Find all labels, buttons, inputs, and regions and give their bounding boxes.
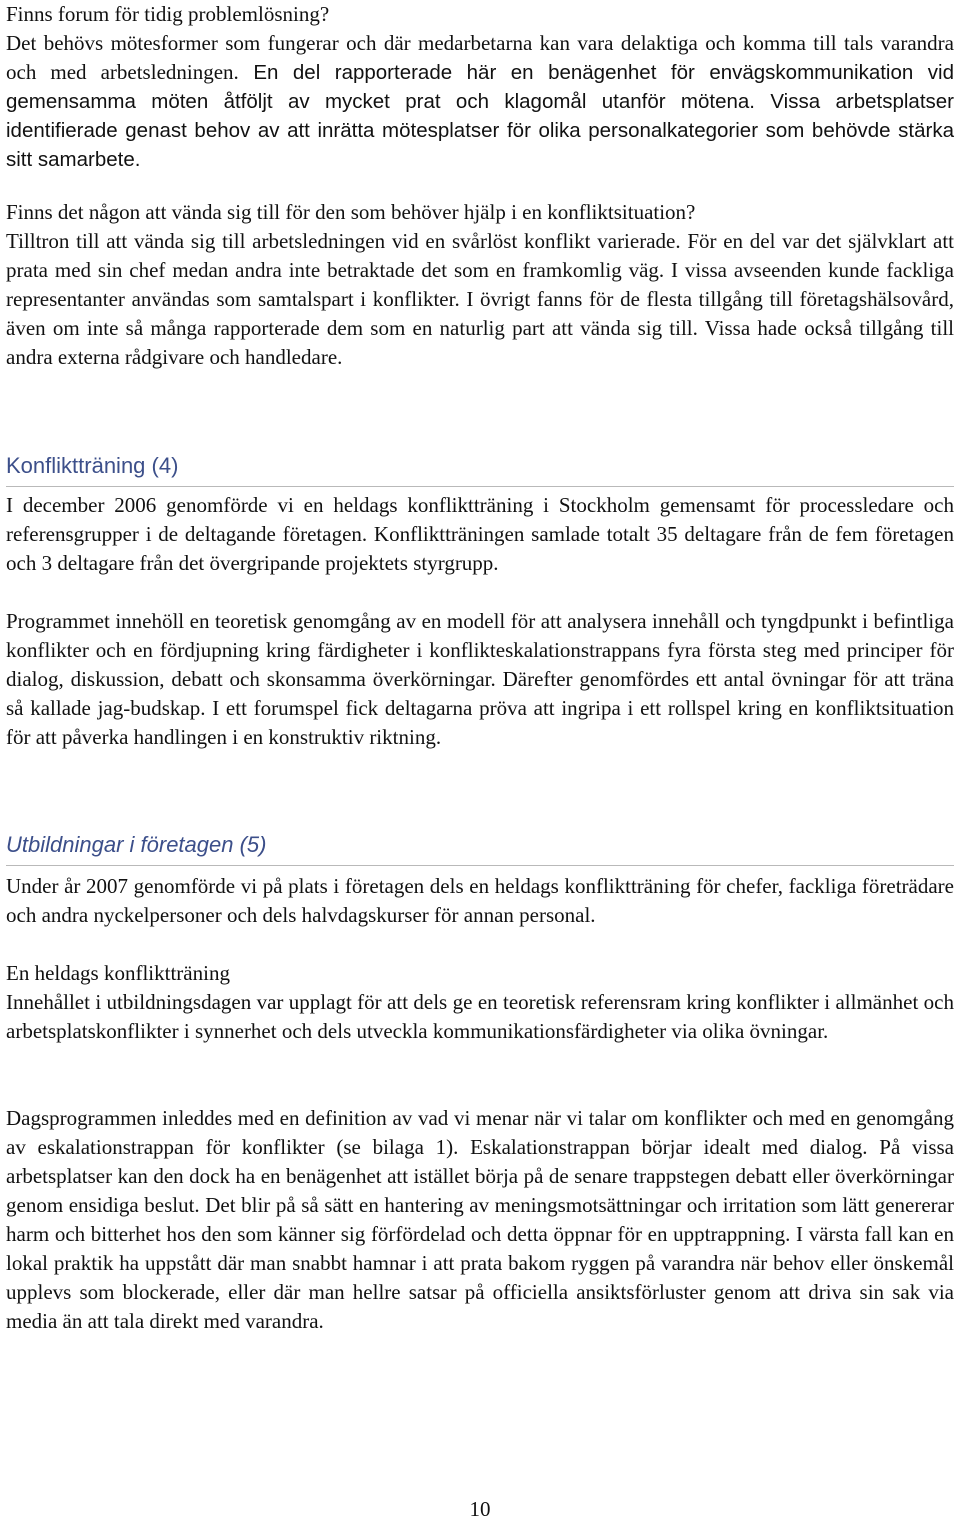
answer-help: Tilltron till att vända sig till arbetsledningen vid en svårlöst konflikt varierade. För en del var det självklart att prata med sin chef medan andra inte betraktade det som en framkomlig väg. I vissa avseenden kunde fackliga representanter användas som samtalspart i konflikter. I övrigt fanns för de flesta tillgång till företagshälsovård, även om inte så många rapporterade dem som en naturlig part att vända sig till. Vissa hade också tillgång till andra externa rådgivare och handledare. [6, 229, 954, 369]
answer-forum-sans: En del rapporterade här en benägenhet för envägskommunikation vid gemensamma möten åtföljt av mycket prat och klagomål utanför mötena. Vissa arbetsplatser identifierade genast behov av att inrätta mötesplatser för olika personalkategorier som behövde stärka sitt samarbete. [6, 61, 954, 171]
subheading-heldags: En heldags konfliktträning [6, 961, 230, 985]
section5-para1 [6, 872, 954, 930]
section5-para3 [6, 1104, 954, 1336]
section5-paragraph-3: Dagsprogrammen inleddes med en definition av vad vi menar när vi talar om konflikter och med en genomgång av eskalationstrappan för konflikter (se bilaga 1). Eskalationstrappan börjar idealt med dialog. På vissa arbetsplatser kan den dock ha en benägenhet att istället börja på de senare trappstegen debatt eller överkörningar genom ensidiga beslut. Det blir på så sätt en hantering av meningsmotsättningar och irritation som lätt genererar harm och bitterhet hos den som känner sig förfördelad och detta öppnar för en upptrappning. I värsta fall kan en lokal praktik ha uppstått där man snabbt hamnar i att prata bakom ryggen på varandra när behov eller önskemål upplevs som blockerade, eller där man hellre satsar på officiella ansiktsförluster genom att driva sin sak via media än att tala direkt med varandra. [6, 1106, 954, 1333]
intro-block-1 [6, 0, 954, 174]
section-heading-utbildningar: Utbildningar i företagen (5) [6, 831, 954, 866]
section5-paragraph-2: Innehållet i utbildningsdagen var upplagt för att dels ge en teoretisk referensram kring konflikter i allmänhet och arbetsplatskonflikter i synnerhet och dels utveckla kommunikationsfärdigheter via olika övningar. [6, 990, 954, 1043]
answer-forum-text [6, 29, 954, 174]
section-heading-konflikttraning: Konfliktträning (4) [6, 452, 954, 487]
section5-sub-block [6, 959, 954, 1046]
section4-paragraph-1: I december 2006 genomförde vi en heldags konfliktträning i Stockholm gemensamt för processledare och referensgrupper i de deltagande företagen. Konfliktträningen samlade totalt 35 deltagare från de fem företagen och 3 deltagare från det övergripande projektets styrgrupp. [6, 493, 954, 575]
question-forum: Finns forum för tidig problemlösning? [6, 2, 330, 26]
answer-forum-serif: Det behövs mötesformer som fungerar och där medarbetarna kan vara delaktiga och komma till tals varandra och med arbetsledningen. [6, 31, 954, 84]
section4-para1 [6, 491, 954, 578]
section5-paragraph-1: Under år 2007 genomförde vi på plats i företagen dels en heldags konfliktträning för chefer, fackliga företrädare och andra nyckelpersoner och dels halvdagskurser för annan personal. [6, 874, 954, 927]
intro-block-2 [6, 198, 954, 372]
page-number: 10 [469, 1497, 491, 1521]
question-help: Finns det någon att vända sig till för den som behöver hjälp i en konfliktsituation? [6, 200, 696, 224]
section4-para2 [6, 607, 954, 752]
section4-paragraph-2: Programmet innehöll en teoretisk genomgång av en modell för att analysera innehåll och tyngdpunkt i befintliga konflikter och en fördjupning kring färdigheter i konflikteskalationstrappans fyra första steg med principer för dialog, diskussion, debatt och skonsamma överkörningar. Därefter genomfördes ett antal övningar för att träna så kallade jag-budskap. I ett forumspel fick deltagarna pröva att ingripa i ett rollspel kring en konfliktsituation för att påverka handlingen i en konstruktiv riktning. [6, 609, 954, 749]
